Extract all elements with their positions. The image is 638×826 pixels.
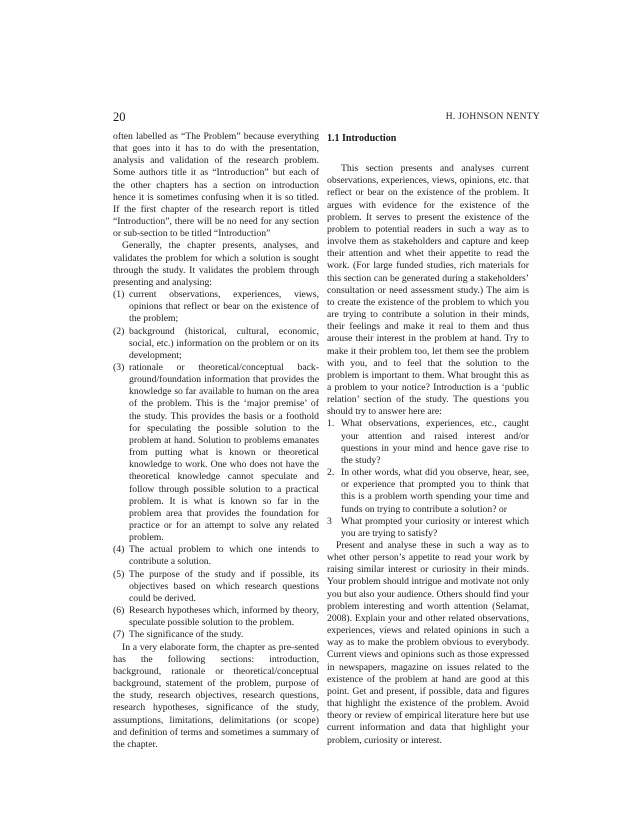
list-item <box>327 467 529 516</box>
list-item-number: 1. <box>327 418 335 430</box>
list-item-text: What prompted your curiosity or interest which you are trying to satisfy? <box>341 515 529 539</box>
list-item-number: (4) <box>113 544 125 556</box>
list-item-number: 3 <box>327 515 332 527</box>
list-item <box>113 362 319 544</box>
list-item-number: (3) <box>113 361 125 373</box>
list-item-text: What observations, experiences, etc., caught your attention and raised interest and/or questions in your mind and hence gave rise to the study? <box>341 418 529 466</box>
list-item-number: (5) <box>113 568 125 580</box>
list-item-number: (7) <box>113 629 125 641</box>
problem-components-list <box>113 289 319 642</box>
list-item-text: The purpose of the study and if possible, its objectives based on which research questions could be derived. <box>129 568 319 604</box>
list-item <box>113 605 319 629</box>
section-title: 1.1 Introduction <box>327 133 397 144</box>
list-item-number: (1) <box>113 289 125 301</box>
list-item-text: The actual problem to which one intends to contribute a solution. <box>129 544 319 568</box>
paragraph-present-analyse: Present and analyse these in such a way as to whet other person’s appetite to read your work by raising similar interest or curiosity in their minds. Your problem should intrigue and motivate not only you but also your audience. Others should find your problem interesting and worth attention (Selamat, 2008). Explain your and other related observations, experiences, views and related opinions in such a way as to make the problem obvious to everybody. Current views and opinions such as those expressed in newspapers, magazine on issues related to the existence of the problem at hand are good at this point. Get and present, if possible, data and figures that highlight the existence of the problem. Avoid theory or review of empirical literature here but use current information and data that highlight your problem, curiosity or interest. <box>327 540 529 746</box>
list-item-text: The significance of the study. <box>129 629 244 641</box>
paragraph-section-intro: This section presents and analyses current observations, experiences, views, opinions, etc. that reflect or bear on the existence of the problem. It argues with evidence for the existence of the problem. It serves to present the existence of the problem to potential readers in such a way as to involve them as stakeholders and capture and keep their attention and whet their appetite to read the work. (For large funded studies, rich materials for this section can be generated during a stakeholders’ consultation or need assessment study.) The aim is to create the existence of the problem to which you are trying to contribute a solution in their minds, their feelings and make it real to them and thus arouse their interest in the problem at hand. Try to make it their problem too, let them see the problem with you, and to feel that the solution to the problem is important to them. What brought this as a problem to your notice? Introduction is a ‘public relation’ section of the study. The questions you should try to answer here are: <box>327 163 529 418</box>
paragraph-elaborate-form: In a very elaborate form, the chapter as pre-sented has the following sections: introduction, background, rationale or theoretical/conceptual background, statement of the problem, purpose of the study, research objectives, research questions, research hypotheses, significance of the study, assumptions, limitations, delimitations (or scope) and definition of terms and sometimes a summary of the chapter. <box>113 641 319 750</box>
paragraph-chapter-intro: often labelled as “The Problem” because everything that goes into it has to do with the presentation, analysis and validation of the research problem. Some authors title it as “Introduction” but each of the other chapters has a section on introduction hence it is sometimes confusing when it is so titled. If the first chapter of the research report is titled “Introduction”, there will be no need for any section or sub-section to be titled “Introduction” <box>113 131 319 240</box>
list-item-text: In other words, what did you observe, hear, see, or experience that prompted you to think that this is a problem worth spending your time and funds on trying to contribute a solution? or <box>341 467 529 515</box>
list-item-text: Research hypotheses which, informed by theory, speculate possible solution to the problem. <box>129 605 319 629</box>
list-item <box>327 516 529 540</box>
left-column <box>113 131 319 751</box>
list-item-text: rationale or theoretical/conceptual back-ground/foundation information that provides the knowledge so far available to human on the area of the problem. This is the ‘major premise’ of the study. This provides the basis or a foothold for speculating the possible solution to the problem at hand. Solution to problems emanates from putting what is known or theoretical knowledge to work. One who does not have the theoretical knowledge cannot speculate and follow through possible solution to a practical problem. It is what is known so far in the problem area that provides the foundation for practice or for an attempt to solve any related problem. <box>129 361 319 544</box>
list-item-number: (2) <box>113 325 125 337</box>
list-item-text: current observations, experiences, views, opinions that reflect or bear on the existence of the problem; <box>129 289 319 325</box>
right-column <box>327 132 529 747</box>
page-number: 20 <box>113 110 126 124</box>
list-item <box>113 326 319 362</box>
list-item <box>327 418 529 467</box>
list-item-text: background (historical, cultural, economic, social, etc.) information on the problem or on its development; <box>129 325 319 361</box>
questions-list <box>327 418 529 540</box>
paragraph-generally: Generally, the chapter presents, analyses, and validates the problem for which a solution is sought through the study. It validates the problem through presenting and analysing: <box>113 240 319 288</box>
list-item-number: (6) <box>113 605 125 617</box>
list-item <box>113 289 319 325</box>
running-head: H. JOHNSON NENTY <box>445 112 540 122</box>
list-item <box>113 569 319 605</box>
list-item <box>113 629 319 641</box>
list-item <box>113 544 319 568</box>
list-item-number: 2. <box>327 467 335 479</box>
